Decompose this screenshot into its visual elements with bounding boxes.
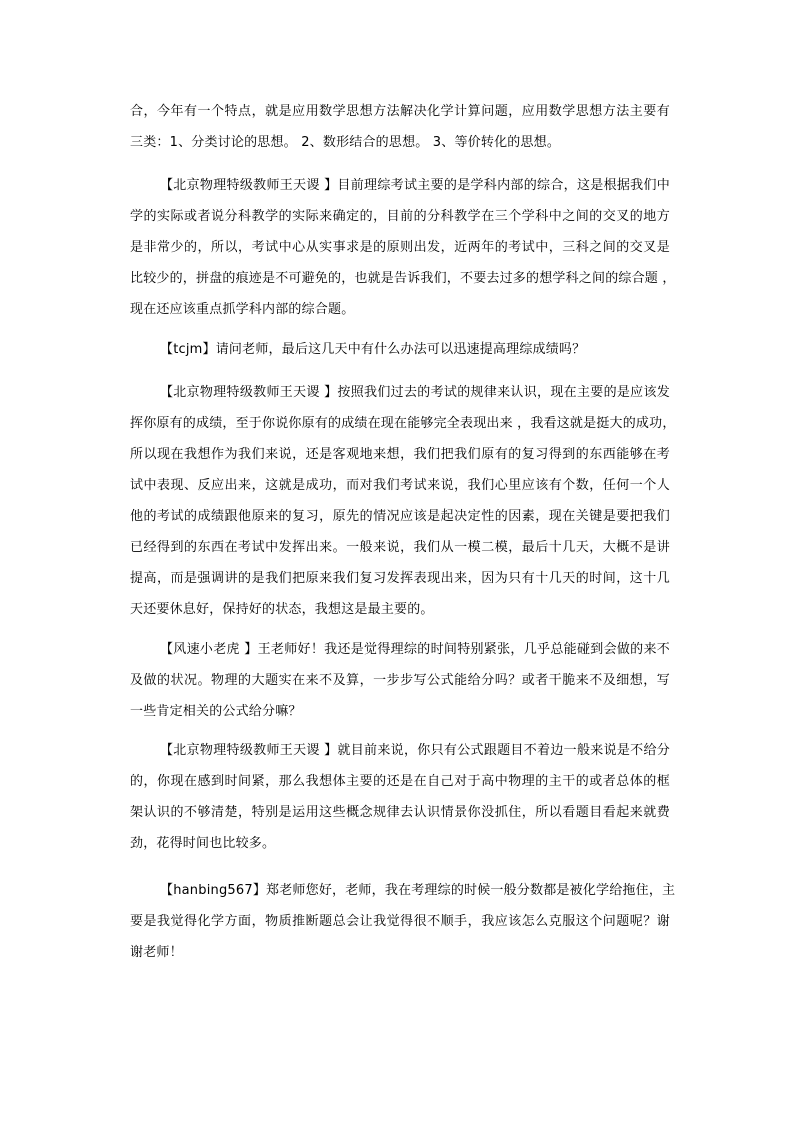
text-line: 挥你原有的成绩，至于你说你原有的成绩在现在能够完全表现出来 ，我看这就是挺大的成功， — [130, 416, 676, 431]
text-line: 【北京物理特级教师王天谡 】就目前来说，你只有公式跟题目不着边一般来说是不给分 — [160, 743, 670, 758]
text-line: 【北京物理特级教师王天谡 】目前理综考试主要的是学科内部的综合，这是根据我们中 — [160, 178, 670, 193]
paragraph-wang-answer-2 — [130, 377, 676, 625]
text-line: 三类：1、分类讨论的思想。 2、数形结合的思想。 3、等价转化的思想。 — [130, 135, 561, 150]
text-line: 一些肯定相关的公式给分嘛？ — [130, 704, 302, 719]
text-line: 要是我觉得化学方面，物质推断题总会让我觉得很不顺手，我应该怎么克服这个问题呢？谢 — [130, 914, 670, 929]
paragraph-math-methods — [130, 96, 670, 158]
text-line: 现在还应该重点抓学科内部的综合题。 — [130, 302, 355, 317]
text-line: 【tcjm】请问老师，最后这几天中有什么办法可以迅速提高理综成绩吗？ — [160, 342, 586, 357]
paragraph-wang-answer-1 — [130, 170, 676, 325]
text-line: 【hanbing567】郑老师您好，老师，我在考理综的时候一般分数都是被化学给拖住，主 — [160, 883, 676, 898]
text-line: 他的考试的成绩跟他原来的复习，原先的情况应该是起决定性的因素，现在关键是要把我们 — [130, 509, 670, 524]
text-line: 【风速小老虎 】王老师好！我还是觉得理综的时间特别紧张，几乎总能碰到会做的来不 — [160, 642, 670, 657]
text-line: 谢老师！ — [130, 945, 183, 960]
text-line: 劲，花得时间也比较多。 — [130, 836, 276, 851]
text-line: 及做的状况。物理的大题实在来不及算，一步步写公式能给分吗？或者干脆来不及细想，写 — [130, 673, 670, 688]
text-line: 合，今年有一个特点，就是应用数学思想方法解决化学计算问题，应用数学思想方法主要有 — [130, 104, 670, 119]
text-line: 学的实际或者说分科教学的实际来确定的，目前的分科教学在三个学科中之间的交叉的地方 — [130, 209, 670, 224]
text-line: 天还要休息好，保持好的状态，我想这是最主要的。 — [130, 602, 434, 617]
text-line: 比较少的，拼盘的痕迹是不可避免的，也就是告诉我们，不要去过多的想学科之间的综合题 ， — [130, 271, 676, 286]
text-line: 架认识的不够清楚，特别是运用这些概念规律去认识情景你没抓住，所以看题目看起来就费 — [130, 805, 670, 820]
paragraph-question-tcjm — [130, 334, 670, 365]
text-line: 【北京物理特级教师王天谡 】按照我们过去的考试的规律来认识，现在主要的是应该发 — [160, 385, 670, 400]
text-line: 的，你现在感到时间紧，那么我想体主要的还是在自己对于高中物理的主干的或者总体的框 — [130, 774, 670, 789]
text-line: 已经得到的东西在考试中发挥出来。一般来说，我们从一模二模，最后十几天，大概不是讲 — [130, 540, 670, 555]
paragraph-question-hanbing567 — [130, 875, 676, 968]
text-line: 所以现在我想作为我们来说，还是客观地来想，我们把我们原有的复习得到的东西能够在考 — [130, 447, 670, 462]
text-line: 提高，而是强调讲的是我们把原来我们复习发挥表现出来，因为只有十几天的时间，这十几 — [130, 571, 670, 586]
text-line: 试中表现、反应出来，这就是成功，而对我们考试来说，我们心里应该有个数，任何一个人 — [130, 478, 670, 493]
paragraph-question-fengsu — [130, 634, 670, 727]
text-line: 是非常少的，所以，考试中心从实事求是的原则出发，近两年的考试中，三科之间的交叉是 — [130, 240, 670, 255]
paragraph-wang-answer-3 — [130, 735, 670, 859]
